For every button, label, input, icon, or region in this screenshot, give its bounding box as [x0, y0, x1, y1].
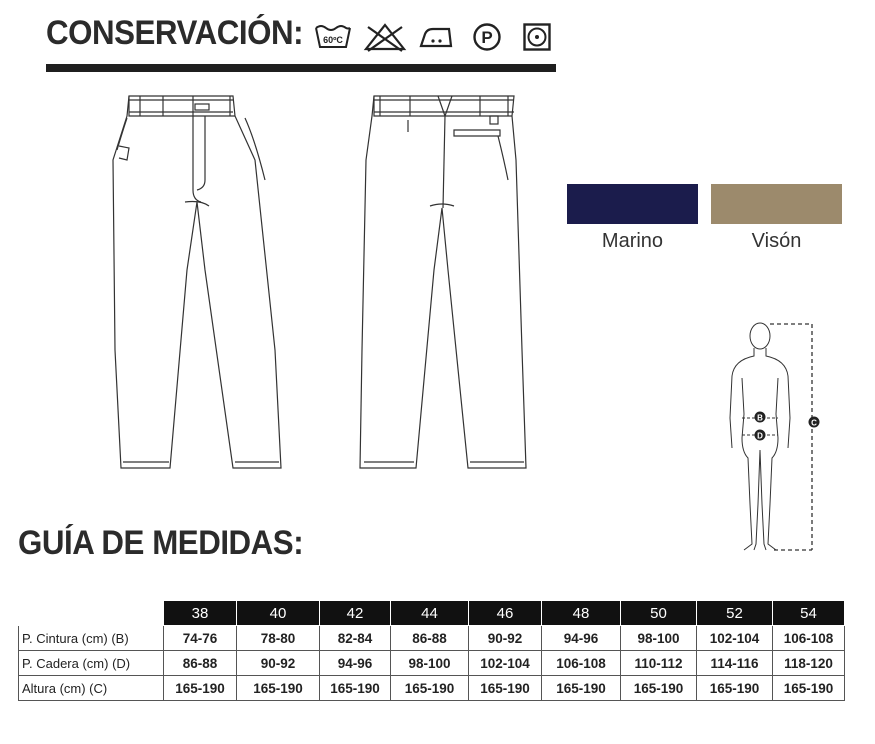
table-cell: 165-190	[320, 676, 391, 701]
size-table	[18, 600, 845, 701]
row-label: P. Cintura (cm) (B)	[19, 626, 164, 651]
size-header: 46	[469, 601, 542, 626]
dry-clean-letter: P	[481, 28, 493, 47]
iron-medium-icon	[417, 22, 457, 50]
size-guide-heading: GUÍA DE MEDIDAS:	[18, 524, 304, 562]
row-label: Altura (cm) (C)	[19, 676, 164, 701]
table-row	[19, 626, 845, 651]
heading-underline	[46, 64, 556, 72]
table-row	[19, 651, 845, 676]
wash-60c-icon	[313, 22, 353, 50]
color-label-vison: Visón	[751, 230, 802, 252]
trousers-front-drawing	[105, 90, 290, 475]
no-bleach-icon	[362, 22, 408, 52]
table-cell: 102-104	[469, 651, 542, 676]
size-header: 44	[391, 601, 469, 626]
table-cell: 118-120	[773, 651, 845, 676]
size-header: 40	[237, 601, 320, 626]
table-cell: 94-96	[320, 651, 391, 676]
table-cell: 78-80	[237, 626, 320, 651]
body-measurement-figure	[720, 318, 830, 556]
color-label-marino: Marino	[601, 230, 664, 252]
table-cell: 165-190	[697, 676, 773, 701]
table-cell: 165-190	[773, 676, 845, 701]
header-corner	[19, 601, 164, 626]
row-label: P. Cadera (cm) (D)	[19, 651, 164, 676]
marker-d-label: D	[757, 431, 763, 441]
table-cell: 165-190	[164, 676, 237, 701]
wash-temperature-text: 60ºC	[323, 35, 343, 45]
size-header: 38	[164, 601, 237, 626]
table-cell: 165-190	[391, 676, 469, 701]
table-cell: 165-190	[469, 676, 542, 701]
marker-c-label: C	[811, 418, 817, 428]
table-cell: 90-92	[237, 651, 320, 676]
table-row	[19, 676, 845, 701]
table-cell: 165-190	[237, 676, 320, 701]
table-cell: 106-108	[773, 626, 845, 651]
table-cell: 110-112	[621, 651, 697, 676]
table-cell: 165-190	[542, 676, 621, 701]
table-cell: 114-116	[697, 651, 773, 676]
tumble-dry-icon	[522, 22, 552, 52]
size-header: 54	[773, 601, 845, 626]
dry-clean-p-icon	[472, 22, 502, 52]
table-cell: 74-76	[164, 626, 237, 651]
table-cell: 90-92	[469, 626, 542, 651]
table-cell: 102-104	[697, 626, 773, 651]
size-header: 48	[542, 601, 621, 626]
color-swatch-vison	[711, 184, 842, 224]
table-cell: 165-190	[621, 676, 697, 701]
table-cell: 106-108	[542, 651, 621, 676]
marker-b-label: B	[757, 413, 763, 423]
table-cell: 98-100	[391, 651, 469, 676]
table-cell: 82-84	[320, 626, 391, 651]
table-cell: 86-88	[391, 626, 469, 651]
table-cell: 94-96	[542, 626, 621, 651]
color-swatch-marino	[567, 184, 698, 224]
size-header: 52	[697, 601, 773, 626]
size-header: 42	[320, 601, 391, 626]
trousers-back-drawing	[350, 90, 535, 475]
size-header: 50	[621, 601, 697, 626]
table-cell: 86-88	[164, 651, 237, 676]
care-heading: CONSERVACIÓN:	[46, 14, 304, 52]
table-cell: 98-100	[621, 626, 697, 651]
size-header-row	[19, 601, 845, 626]
